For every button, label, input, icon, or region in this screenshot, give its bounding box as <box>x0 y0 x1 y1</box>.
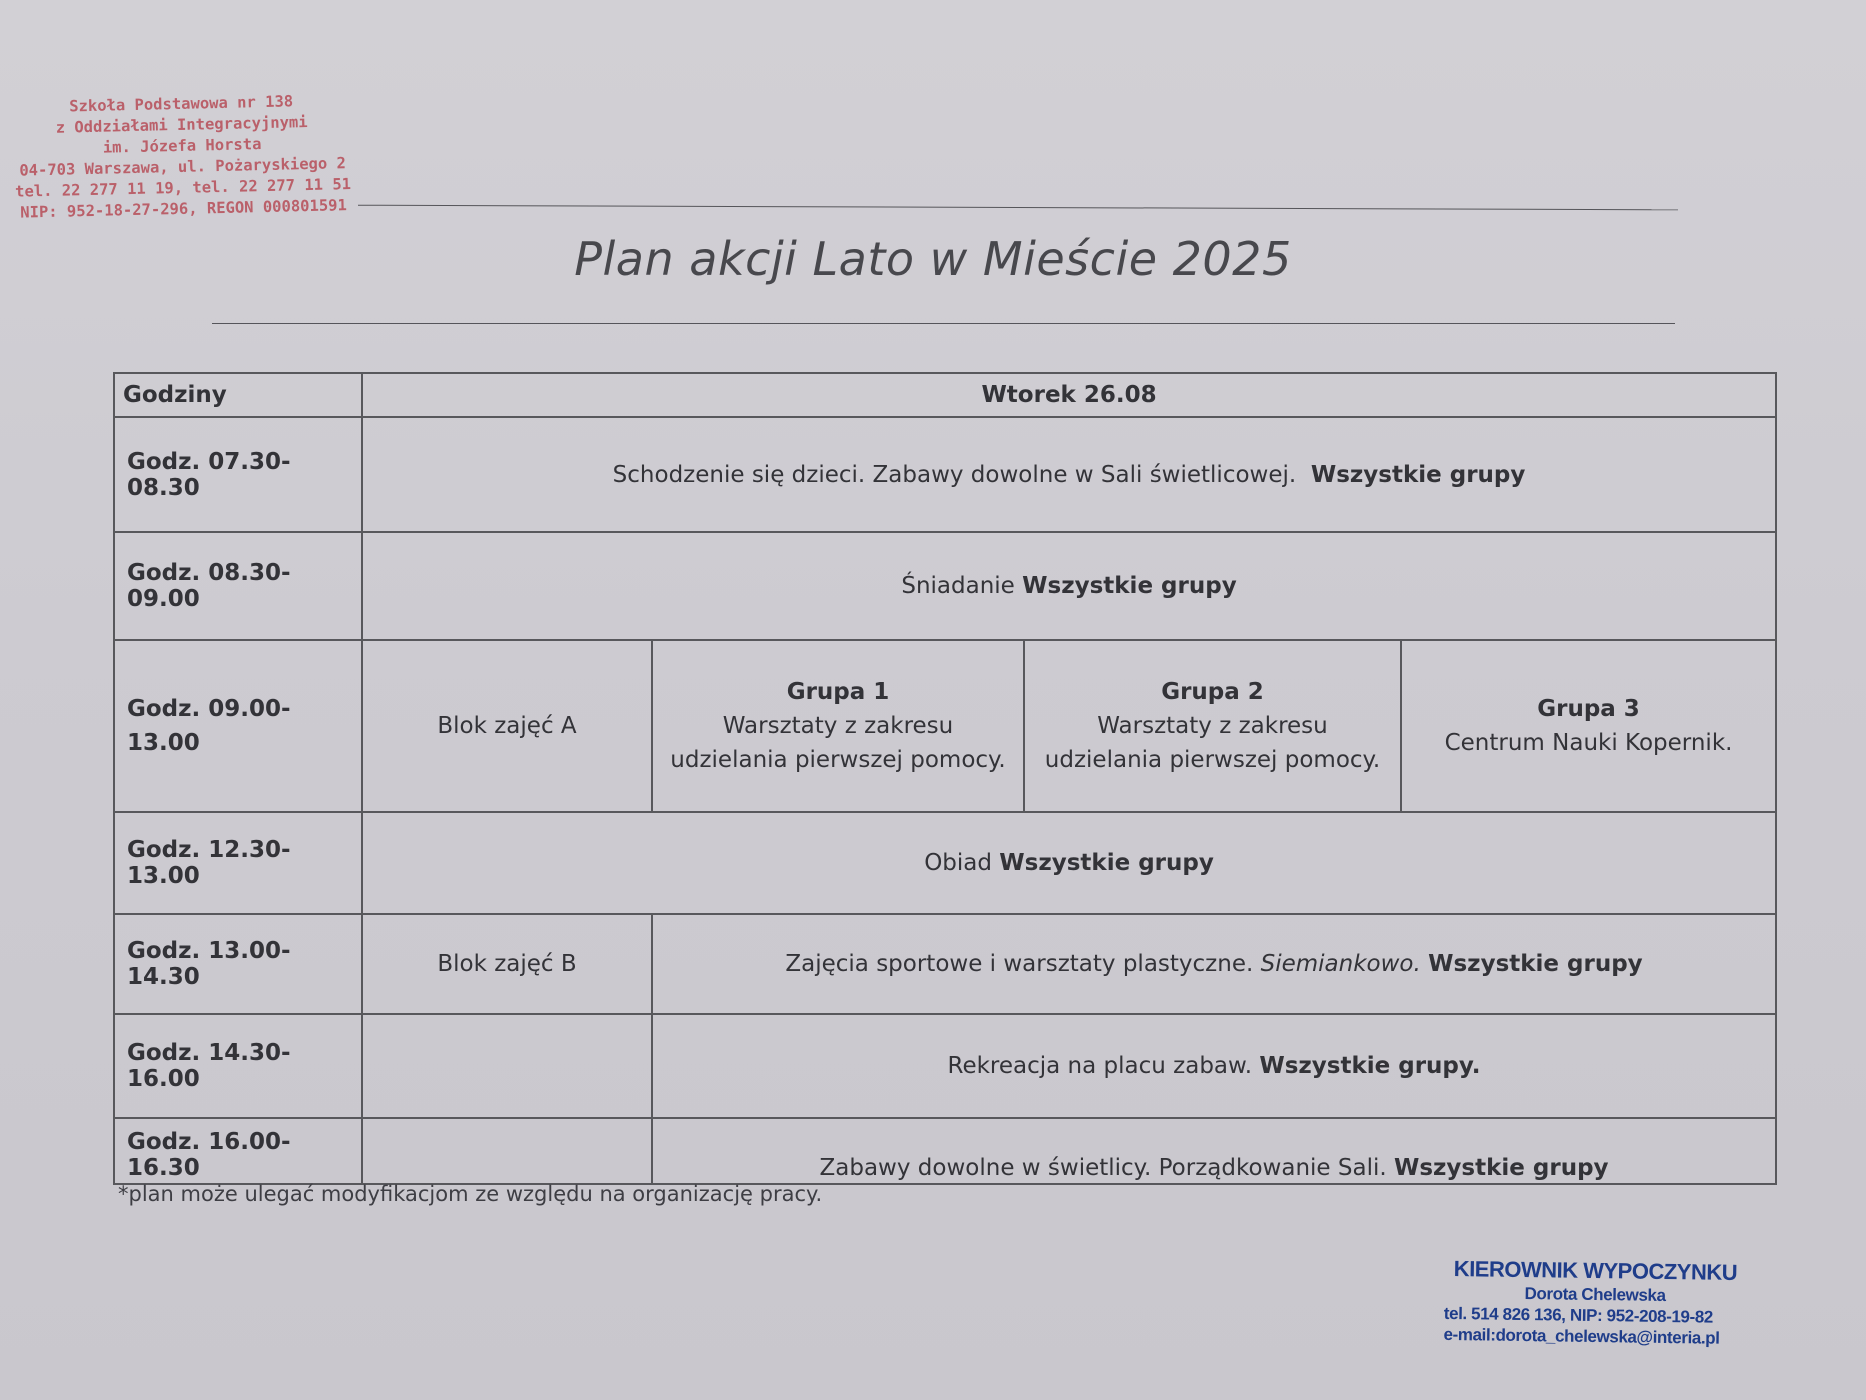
row-activity <box>652 1014 1776 1118</box>
group-name: Grupa 3 <box>1537 696 1640 722</box>
table-row <box>114 640 1776 812</box>
row-activity <box>362 812 1776 914</box>
table-row <box>114 1014 1776 1118</box>
footnote: *plan może ulegać modyfikacjom ze względu na organizację pracy. <box>118 1182 823 1206</box>
activity-text: Obiad <box>924 850 992 876</box>
signature-contact: tel. 514 826 136, NIP: 952-208-19-82 <box>1443 1303 1714 1327</box>
stamp-line: im. Józefa Horsta <box>102 135 262 157</box>
school-stamp <box>0 90 365 224</box>
row-activity <box>362 532 1776 640</box>
activity-place: Siemiankowo. <box>1260 951 1421 977</box>
activity-text: Zajęcia sportowe i warsztaty plastyczne. <box>785 951 1254 977</box>
table-row <box>114 812 1776 914</box>
table-row <box>114 417 1776 532</box>
header-hours: Godziny <box>114 373 362 417</box>
stamp-line: 04-703 Warszawa, ul. Pożaryskiego 2 <box>19 154 347 180</box>
signature-role: KIEROWNIK WYPOCZYNKU <box>1453 1256 1738 1285</box>
block-label: Blok zajęć A <box>362 640 652 812</box>
group-desc: Warsztaty z zakresu <box>1097 713 1328 739</box>
activity-groups: Wszystkie grupy. <box>1259 1053 1481 1079</box>
stamp-line: tel. 22 277 11 19, tel. 22 277 11 51 <box>14 175 352 201</box>
activity-groups: Wszystkie grupy <box>1428 951 1643 977</box>
schedule-table <box>113 372 1777 1185</box>
activity-groups: Wszystkie grupy <box>1310 461 1526 488</box>
row-hours: Godz. 08.30-09.00 <box>114 532 362 640</box>
activity-groups: Wszystkie grupy <box>1022 573 1237 599</box>
group-desc: Centrum Nauki Kopernik. <box>1444 730 1733 756</box>
row-hours: Godz. 16.00-16.30 <box>114 1118 362 1184</box>
row-hours: Godz. 07.30- 08.30 <box>114 417 362 532</box>
title-rule-bottom <box>212 323 1675 324</box>
group-desc: Warsztaty z zakresu <box>722 713 954 739</box>
page-title: Plan akcji Lato w Mieście 2025 <box>574 232 1292 286</box>
block-label <box>362 1014 652 1118</box>
signature-name: Dorota Chelewska <box>1524 1284 1666 1305</box>
row-hours: Godz. 13.00-14.30 <box>114 914 362 1014</box>
signature-stamp <box>1429 1256 1760 1350</box>
stamp-line: NIP: 952-18-27-296, REGON 000801591 <box>20 196 348 222</box>
signature-email: e-mail:dorota_chelewska@interia.pl <box>1443 1324 1720 1348</box>
table-header-row <box>114 373 1776 417</box>
row-activity <box>362 417 1776 532</box>
activity-groups: Wszystkie grupy <box>1393 1155 1609 1181</box>
block-label: Blok zajęć B <box>362 914 652 1014</box>
row-hours: Godz. 09.00-13.00 <box>114 640 362 812</box>
group-name: Grupa 1 <box>786 679 890 705</box>
group-desc: udzielania pierwszej pomocy. <box>670 747 1006 773</box>
group-desc: udzielania pierwszej pomocy. <box>1044 747 1381 773</box>
table-row <box>114 1118 1776 1184</box>
activity-text: Zabawy dowolne w świetlicy. Porządkowanie Sali. <box>819 1155 1387 1181</box>
title-rule-top <box>358 205 1678 211</box>
activity-groups: Wszystkie grupy <box>999 850 1214 876</box>
block-label <box>362 1118 652 1184</box>
row-activity <box>652 1118 1776 1184</box>
row-hours: Godz. 12.30-13.00 <box>114 812 362 914</box>
group-cell <box>1024 640 1401 812</box>
row-hours: Godz. 14.30-16.00 <box>114 1014 362 1118</box>
stamp-line: z Oddziałami Integracyjnymi <box>55 113 308 137</box>
stamp-line: Szkoła Podstawowa nr 138 <box>69 92 294 116</box>
activity-text: Rekreacja na placu zabaw. <box>947 1053 1253 1079</box>
activity-text: Śniadanie <box>901 573 1015 599</box>
row-activity <box>652 914 1776 1014</box>
group-cell <box>652 640 1024 812</box>
group-cell <box>1401 640 1776 812</box>
group-name: Grupa 2 <box>1161 679 1264 705</box>
table-row <box>114 532 1776 640</box>
header-day: Wtorek 26.08 <box>362 373 1776 417</box>
activity-text: Schodzenie się dzieci. Zabawy dowolne w Sali świetlicowej. <box>612 461 1297 488</box>
table-row <box>114 914 1776 1014</box>
